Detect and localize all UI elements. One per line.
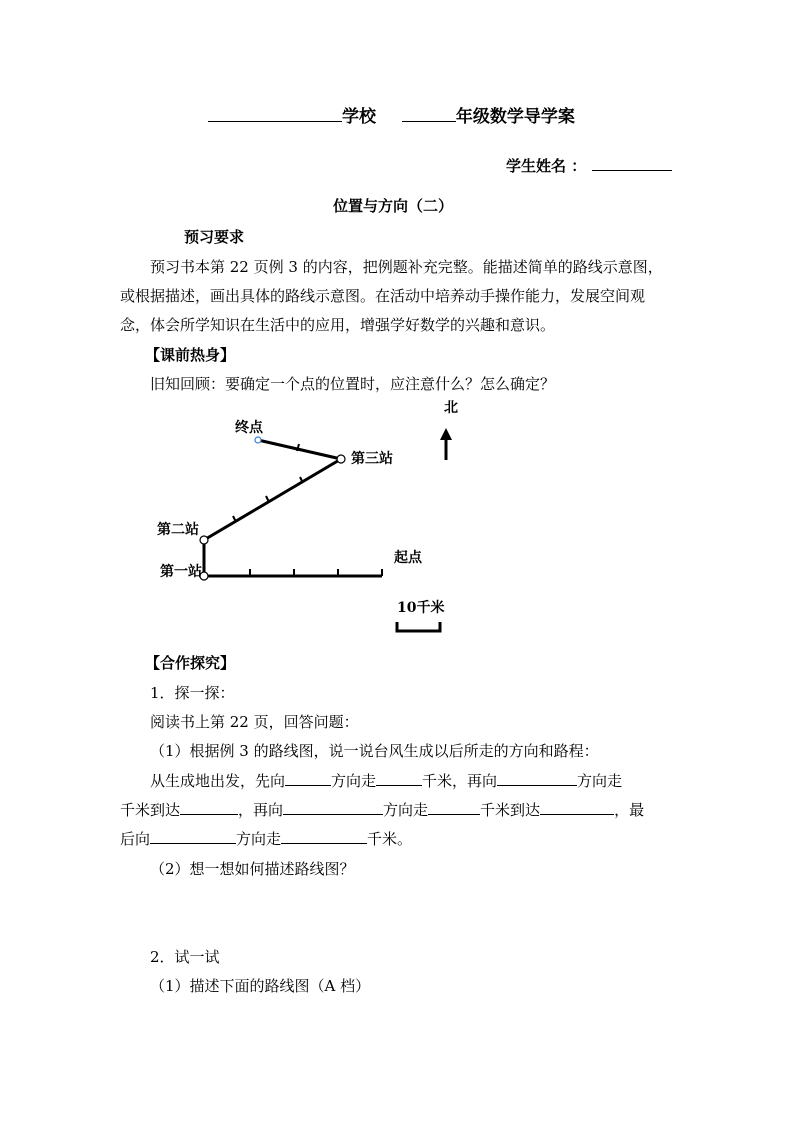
school-label: 学校 — [342, 107, 376, 127]
scale-bar — [397, 622, 440, 631]
preview-line-2: 或根据描述，画出具体的路线示意图。在活动中培养动手操作能力，发展空间观 — [120, 287, 646, 305]
answer-blank[interactable] — [150, 828, 236, 844]
route-segment-station3-end — [258, 440, 341, 459]
grade-title: 年级数学导学案 — [455, 107, 575, 127]
fill-text: ，再向 — [238, 801, 284, 819]
station1-label: 第一站 — [160, 564, 202, 580]
north-arrow-head — [440, 428, 452, 440]
start-label: 起点 — [394, 550, 422, 566]
warmup-question: 旧知回顾：要确定一个点的位置时，应注意什么？怎么确定？ — [150, 375, 556, 393]
answer-blank[interactable] — [281, 828, 367, 844]
warmup-heading: 【课前热身】 — [145, 346, 236, 364]
scale-label: 10千米 — [397, 600, 445, 616]
answer-blank[interactable] — [285, 770, 331, 786]
fill-text: 后向 — [120, 830, 151, 848]
fill-text: ，最 — [614, 801, 645, 819]
fill-text: 方向走 — [236, 830, 282, 848]
answer-blank[interactable] — [428, 799, 480, 815]
fill-text: 千米，再向 — [422, 772, 498, 790]
fill-text: 千米到达 — [480, 801, 541, 819]
lesson-title: 位置与方向（二） — [333, 197, 454, 215]
explore-heading: 【合作探究】 — [145, 654, 236, 672]
station2-label: 第二站 — [157, 522, 199, 538]
explore-question-3: （1）描述下面的路线图（A 档） — [150, 977, 371, 995]
station3-point — [337, 455, 345, 463]
end-label: 终点 — [235, 420, 263, 436]
answer-blank[interactable] — [180, 799, 238, 815]
preview-line-1: 预习书本第 22 页例 3 的内容，把例题补充完整。能描述简单的路线示意图， — [150, 258, 663, 276]
fill-line-3 — [120, 828, 412, 849]
answer-blank[interactable] — [497, 770, 577, 786]
north-label: 北 — [444, 400, 458, 416]
answer-blank[interactable] — [283, 799, 383, 815]
student-name-label: 学生姓名 — [506, 157, 567, 175]
fill-text: 方向走 — [383, 801, 429, 819]
fill-text: 方向走 — [577, 772, 623, 790]
explore-item-2: 2．试一试 — [150, 948, 220, 966]
answer-blank[interactable] — [376, 770, 422, 786]
fill-text: 从生成地出发，先向 — [150, 772, 286, 790]
explore-question-1: （1）根据例 3 的路线图，说一说台风生成以后所走的方向和路程： — [150, 742, 599, 760]
preview-heading: 预习要求 — [184, 228, 245, 246]
fill-line-1 — [150, 770, 622, 791]
explore-item-1: 1．探一探： — [150, 684, 235, 702]
student-name-colon: ： — [571, 157, 587, 175]
end-point — [255, 437, 261, 443]
tick-mark — [266, 496, 269, 502]
explore-read: 阅读书上第 22 页，回答问题： — [150, 713, 359, 731]
station2-point — [200, 536, 208, 544]
fill-text: 方向走 — [331, 772, 377, 790]
route-segment-station2-station3 — [204, 459, 341, 540]
station3-label: 第三站 — [351, 451, 393, 467]
fill-line-2 — [120, 799, 644, 820]
preview-line-3: 念，体会所学知识在生活中的应用，增强学好数学的兴趣和意识。 — [120, 316, 556, 334]
answer-blank[interactable] — [540, 799, 614, 815]
explore-question-2: （2）想一想如何描述路线图？ — [150, 860, 355, 878]
fill-text: 千米。 — [367, 830, 413, 848]
fill-text: 千米到达 — [120, 801, 181, 819]
